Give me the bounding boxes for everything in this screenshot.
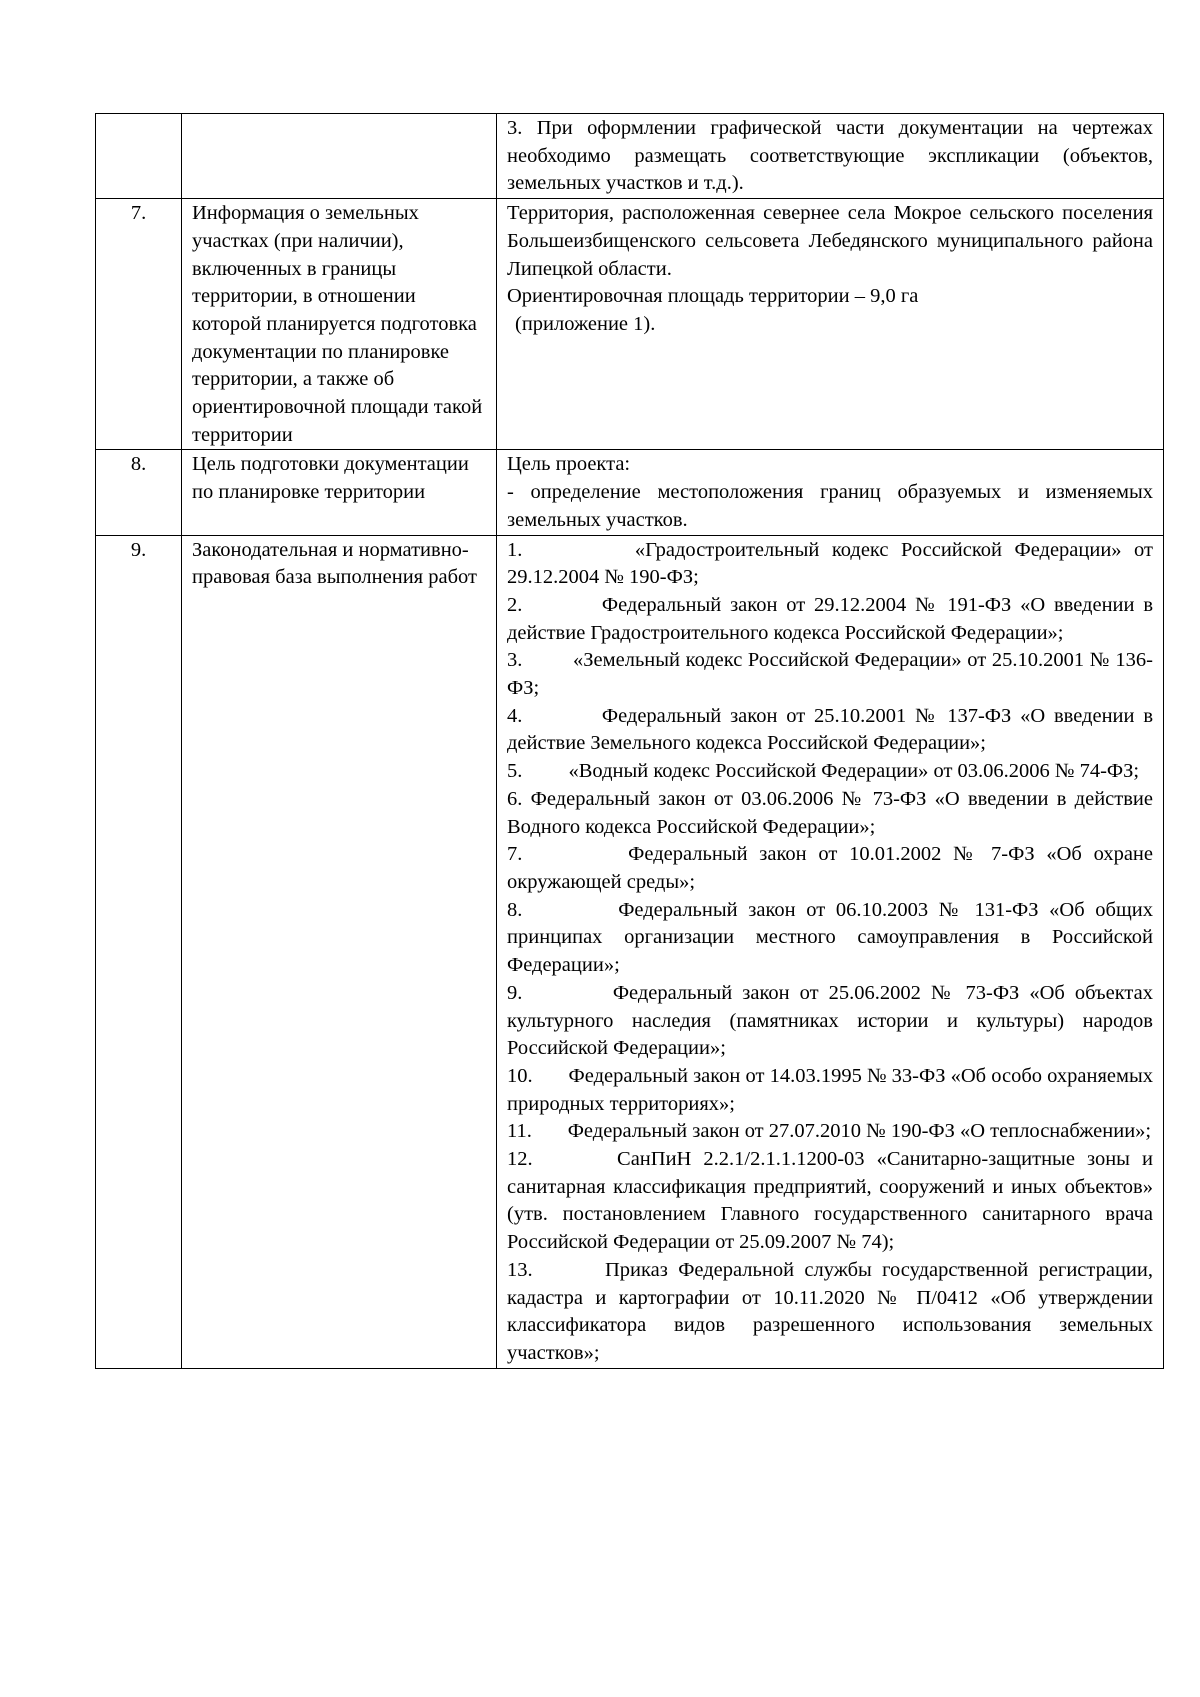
row-title: Информация о земельных участках (при наличии), включенных в границы территории, в отношении которой планируется подготовка документации по планировке территории, а также об ориентировочной площади такой территории xyxy=(182,199,497,450)
law-item: 8. Федеральный закон от 06.10.2003 № 131-ФЗ «Об общих принципах организации местного самоуправления в Российской Федерации»; xyxy=(507,898,1153,977)
row-number: 8. xyxy=(96,450,182,535)
table-row xyxy=(96,535,1164,1368)
row-content xyxy=(497,450,1164,535)
paragraph: - определение местоположения границ образуемых и изменяемых земельных участков. xyxy=(507,481,1153,531)
paragraph: Цель проекта: xyxy=(507,453,631,476)
table-row xyxy=(96,199,1164,450)
law-item: 10. Федеральный закон от 14.03.1995 № 33-ФЗ «Об особо охраняемых природных территориях»; xyxy=(507,1064,1153,1115)
row-title: Законодательная и нормативно-правовая база выполнения работ xyxy=(182,535,497,1368)
table-row xyxy=(96,114,1164,199)
requirements-table xyxy=(95,113,1164,1369)
law-item: 1. «Градостроительный кодекс Российской Федерации» от 29.12.2004 № 190-ФЗ; xyxy=(507,538,1153,589)
law-item: 6. Федеральный закон от 03.06.2006 № 73-ФЗ «О введении в действие Водного кодекса Российской Федерации»; xyxy=(507,787,1153,838)
row-number: 7. xyxy=(96,199,182,450)
law-item: 2. Федеральный закон от 29.12.2004 № 191-ФЗ «О введении в действие Градостроительного кодекса Российской Федерации»; xyxy=(507,593,1153,644)
law-item: 13. Приказ Федеральной службы государственной регистрации, кадастра и картографии от 10.11.2020 № П/0412 «Об утверждении классификатора видов разрешенного использования земельных участков»; xyxy=(507,1258,1153,1364)
law-item: 12. СанПиН 2.2.1/2.1.1.1200-03 «Санитарно-защитные зоны и санитарная классификация предприятий, сооружений и иных объектов» (утв. постановлением Главного государственного санитарного врача Российской Федерации от 25.09.2007 № 74); xyxy=(507,1148,1153,1254)
paragraph: 3. При оформлении графической части документации на чертежах необходимо размещать соответствующие экспликации (объектов, земельных участков и т.д.). xyxy=(507,117,1153,195)
row-content xyxy=(497,114,1164,199)
paragraph: Ориентировочная площадь территории – 9,0 га xyxy=(507,285,919,308)
row-content xyxy=(497,199,1164,450)
law-item: 11. Федеральный закон от 27.07.2010 № 190-ФЗ «О теплоснабжении»; xyxy=(507,1120,1152,1143)
law-item: 7. Федеральный закон от 10.01.2002 № 7-ФЗ «Об охране окружающей среды»; xyxy=(507,843,1153,893)
law-item: 3. «Земельный кодекс Российской Федерации» от 25.10.2001 № 136-ФЗ; xyxy=(507,649,1153,700)
row-title xyxy=(182,114,497,199)
law-item: 5. «Водный кодекс Российской Федерации» от 03.06.2006 № 74-ФЗ; xyxy=(507,760,1140,783)
table-row xyxy=(96,450,1164,535)
row-title: Цель подготовки документации по планировке территории xyxy=(182,450,497,535)
row-number xyxy=(96,114,182,199)
row-number: 9. xyxy=(96,535,182,1368)
document-page xyxy=(95,113,1163,1369)
paragraph: (приложение 1). xyxy=(515,312,656,335)
law-item: 4. Федеральный закон от 25.10.2001 № 137-ФЗ «О введении в действие Земельного кодекса Российской Федерации»; xyxy=(507,704,1153,755)
law-list xyxy=(497,535,1164,1368)
law-item: 9. Федеральный закон от 25.06.2002 № 73-ФЗ «Об объектах культурного наследия (памятниках истории и культуры) народов Российской Федерации»; xyxy=(507,981,1153,1060)
paragraph: Территория, расположенная севернее села Мокрое сельского поселения Большеизбищенского сельсовета Лебедянского муниципального района Липецкой области. xyxy=(507,202,1153,280)
